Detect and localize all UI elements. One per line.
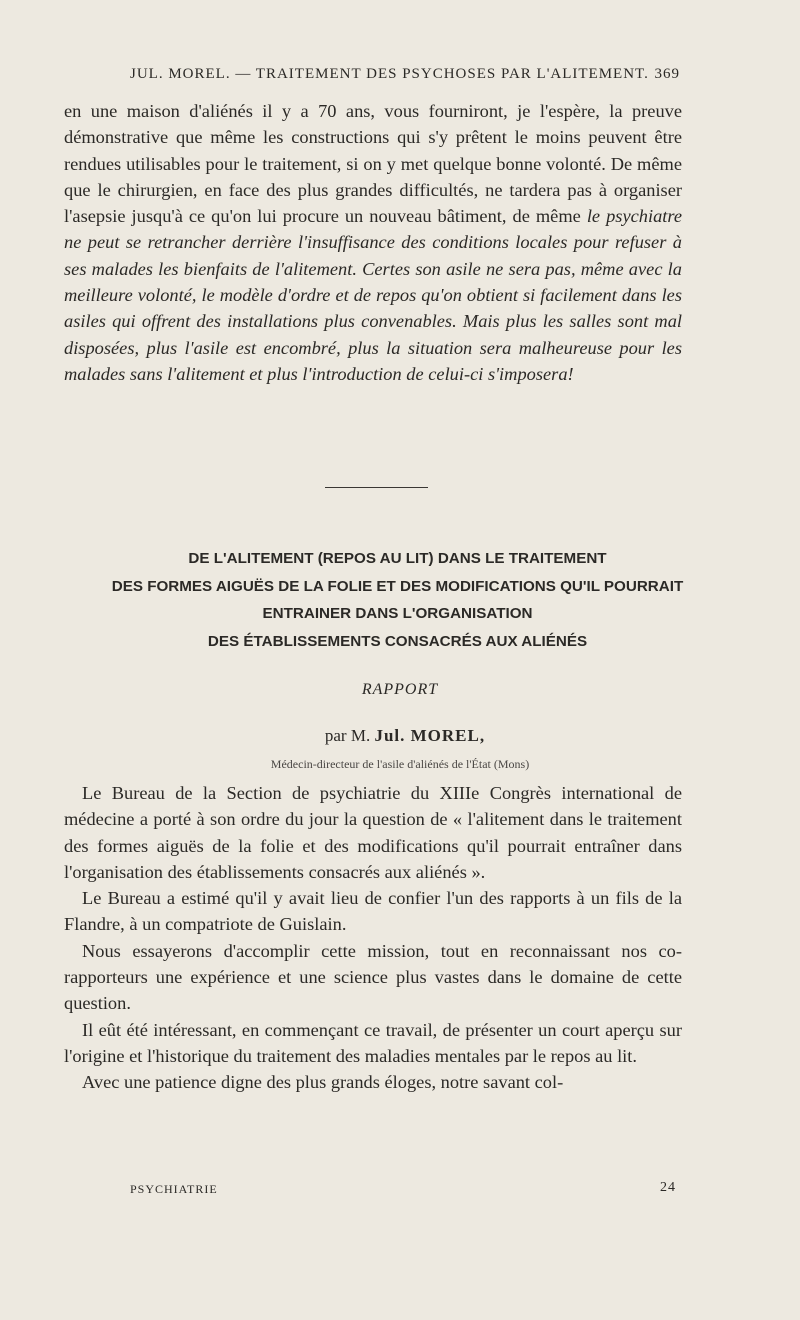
- body-paragraph-5: Avec une patience digne des plus grands éloges, notre savant col-: [82, 1072, 564, 1093]
- title-line-2: DES FORMES AIGUËS DE LA FOLIE ET DES MODIFICATIONS QU'IL POURRAIT: [111, 577, 684, 595]
- rapport-label: RAPPORT: [361, 681, 439, 698]
- body-text: [64, 780, 682, 1096]
- section-title: [40, 545, 755, 655]
- body-paragraph-4: Il eût été intéressant, en commençant ce travail, de présenter un court aperçu sur l'origine et l'historique du traitement des maladies mentales par le repos au lit.: [64, 1019, 682, 1066]
- author-line: [0, 726, 800, 746]
- author-name: Jul. MOREL,: [374, 726, 486, 745]
- signature-mark: PSYCHIATRIE: [130, 1182, 218, 1196]
- body-paragraph-2: Le Bureau a estimé qu'il y avait lieu de confier l'un des rapports à un fils de la Flandre, à un compatriote de Guislain.: [64, 888, 682, 935]
- body-paragraph-3: Nous essayerons d'accomplir cette mission, tout en reconnaissant nos co-rapporteurs une expérience et une science plus vastes dans le domaine de cette question.: [64, 940, 682, 1014]
- intro-text: en une maison d'aliénés il y a 70 ans, vous fourniront, je l'espère, la preuve démonstrative que même les constructions qui s'y prêtent le moins peuvent être rendues utilisables pour le traitement, si on y met quelque bonne volonté. De même que le chirurgien, en face des plus grandes difficultés, ne tardera pas à organiser l'asepsie jusqu'à ce qu'on lui procure un nouveau bâtiment, de même: [64, 101, 682, 227]
- author-affiliation: Médecin-directeur de l'asile d'aliénés de l'État (Mons): [270, 757, 530, 771]
- sheet-number: 24: [660, 1180, 676, 1195]
- title-line-4: DES ÉTABLISSEMENTS CONSACRÉS AUX ALIÉNÉS: [207, 632, 588, 650]
- title-line-1: DE L'ALITEMENT (REPOS AU LIT) DANS LE TRAITEMENT: [188, 550, 607, 567]
- author-prefix: par M.: [324, 726, 375, 745]
- intro-italic-text: le psychiatre ne peut se retrancher derrière l'insuffisance des conditions locales pour refuser à ses malades les bienfaits de l'alitement. Certes son asile ne sera pas, même avec la meilleure volonté, le modèle d'ordre et de repos qu'on obtient si facilement dans les asiles qui offrent des installations plus convenables. Mais plus les salles sont mal disposées, plus l'asile est encombré, plus la situation sera malheureuse pour les malades sans l'alitement et plus l'introduction de celui-ci s'imposera!: [64, 206, 683, 384]
- running-title: JUL. MOREL. — TRAITEMENT DES PSYCHOSES PAR L'ALITEMENT.: [130, 66, 649, 82]
- intro-paragraph: [64, 98, 682, 387]
- body-paragraph-1: Le Bureau de la Section de psychiatrie du XIIIe Congrès international de médecine a porté à son ordre du jour la question de « l'alitement dans le traitement des formes aiguës de la folie et des modifications qu'il pourrait entraîner dans l'organisation des établissements consacrés aux aliénés ».: [64, 783, 682, 882]
- section-divider: [325, 487, 428, 488]
- page-number: 369: [654, 66, 680, 82]
- title-line-3: ENTRAINER DANS L'ORGANISATION: [262, 605, 533, 622]
